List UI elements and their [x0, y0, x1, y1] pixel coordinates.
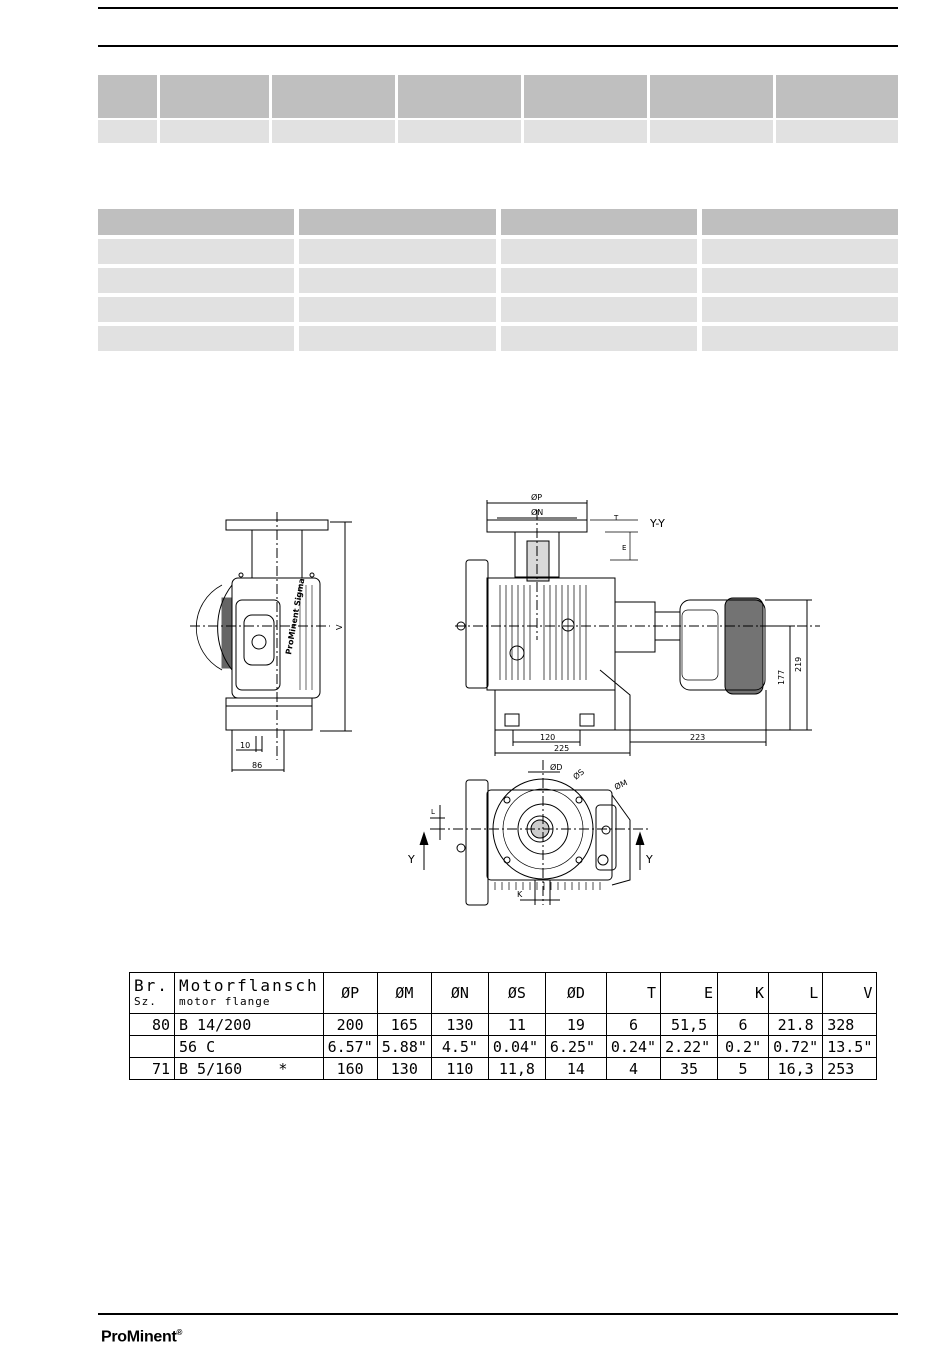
gray-cell: [160, 75, 269, 118]
header-t: T: [606, 973, 660, 1014]
gray-cell: [98, 209, 294, 235]
gray-cell: [702, 239, 898, 264]
section-left-plate: [466, 780, 488, 905]
gray-cell: [524, 120, 647, 143]
section-label: Y-Y: [650, 517, 665, 530]
svg-text:ØP: ØP: [531, 493, 543, 502]
header-d: ØD: [545, 973, 606, 1014]
svg-text:Y: Y: [646, 853, 653, 866]
gray-cell: [702, 209, 898, 235]
side-view: [190, 512, 352, 772]
svg-text:120: 120: [540, 733, 556, 742]
svg-text:ØD: ØD: [550, 763, 563, 772]
svg-text:86: 86: [252, 761, 263, 770]
gray-cell: [299, 326, 495, 351]
gray-cell: [501, 326, 697, 351]
header-m: ØM: [377, 973, 431, 1014]
footer-rule: [98, 1313, 898, 1315]
gray-cell: [524, 75, 647, 118]
side-nameplate-text: ProMinent Sigma: [284, 577, 307, 656]
table-row: 80 B 14/200 200 165 130 11 19 6 51,5 6 21.8 328: [130, 1014, 877, 1036]
svg-text:225: 225: [554, 744, 570, 753]
gray-cell: [650, 120, 773, 143]
front-left-plate: [466, 560, 488, 688]
gray-table-1: [95, 75, 901, 143]
header-size: Br. Sz.: [130, 973, 175, 1014]
front-motor-adapter: [615, 602, 655, 652]
header-l: L: [769, 973, 823, 1014]
gray-cell: [398, 120, 521, 143]
svg-text:ØM: ØM: [613, 778, 629, 792]
table-row: 56 C 6.57" 5.88" 4.5" 0.04" 6.25" 0.24" 2.22" 0.2" 0.72" 13.5": [130, 1036, 877, 1058]
gray-cell: [299, 239, 495, 264]
gray-table-2: [98, 209, 898, 351]
header-flange: Motorflansch motor flange: [175, 973, 324, 1014]
gray-table-2-row: [98, 268, 898, 293]
gray-cell: [299, 209, 495, 235]
gray-cell: [501, 268, 697, 293]
header-rule-top: [98, 7, 898, 9]
dimension-table: [129, 972, 877, 1080]
svg-text:E: E: [622, 544, 627, 552]
svg-text:ØS: ØS: [571, 767, 586, 782]
gray-cell: [98, 75, 157, 118]
prominent-logo: [101, 1328, 182, 1346]
svg-text:10: 10: [240, 741, 251, 750]
gray-cell: [702, 297, 898, 322]
gray-table-1-header-row: [98, 75, 898, 118]
gray-table-2-row: [98, 297, 898, 322]
section-view: [407, 760, 653, 905]
gray-table-1-row: [98, 120, 898, 143]
svg-text:223: 223: [690, 733, 706, 742]
header-e: E: [661, 973, 718, 1014]
header-n: ØN: [431, 973, 488, 1014]
table-row: 71 B 5/160 * 160 130 110 11,8 14 4 35 5 16,3 253: [130, 1058, 877, 1080]
header-v: V: [823, 973, 877, 1014]
gray-cell: [272, 75, 395, 118]
header-s: ØS: [488, 973, 545, 1014]
gray-cell: [501, 239, 697, 264]
side-body: [232, 578, 320, 698]
gray-cell: [702, 268, 898, 293]
gray-cell: [702, 326, 898, 351]
gray-cell: [160, 120, 269, 143]
gray-cell: [650, 75, 773, 118]
svg-text:177: 177: [777, 669, 786, 685]
gray-cell: [272, 120, 395, 143]
front-view: [455, 492, 820, 756]
header-rule-bottom: [98, 45, 898, 47]
front-base: [495, 690, 615, 730]
svg-text:T: T: [614, 514, 619, 522]
gray-cell: [776, 120, 898, 143]
gray-cell: [299, 297, 495, 322]
gray-cell: [98, 120, 157, 143]
svg-text:L: L: [431, 808, 435, 816]
header-p: ØP: [323, 973, 377, 1014]
gray-cell: [776, 75, 898, 118]
header-k: K: [718, 973, 769, 1014]
section-body: [487, 790, 612, 880]
svg-text:ØN: ØN: [531, 508, 544, 517]
gray-cell: [98, 239, 294, 264]
logo-registered-mark: ®: [176, 1328, 183, 1337]
gray-cell: [98, 268, 294, 293]
logo-text: ProMinent: [101, 1328, 177, 1346]
side-base: [226, 698, 312, 730]
gray-table-2-row: [98, 326, 898, 351]
svg-text:K: K: [517, 890, 523, 899]
gray-cell: [398, 75, 521, 118]
gray-table-2-row: [98, 239, 898, 264]
gray-table-2-header-row: [98, 209, 898, 235]
gray-cell: [98, 297, 294, 322]
gray-cell: [299, 268, 495, 293]
svg-text:219: 219: [794, 656, 803, 672]
gray-cell: [501, 297, 697, 322]
svg-text:Y: Y: [408, 853, 415, 866]
pump-dimension-drawing: [170, 490, 830, 910]
svg-text:V: V: [335, 624, 344, 630]
gray-cell: [98, 326, 294, 351]
gray-cell: [501, 209, 697, 235]
dimension-table-header: [130, 973, 877, 1014]
